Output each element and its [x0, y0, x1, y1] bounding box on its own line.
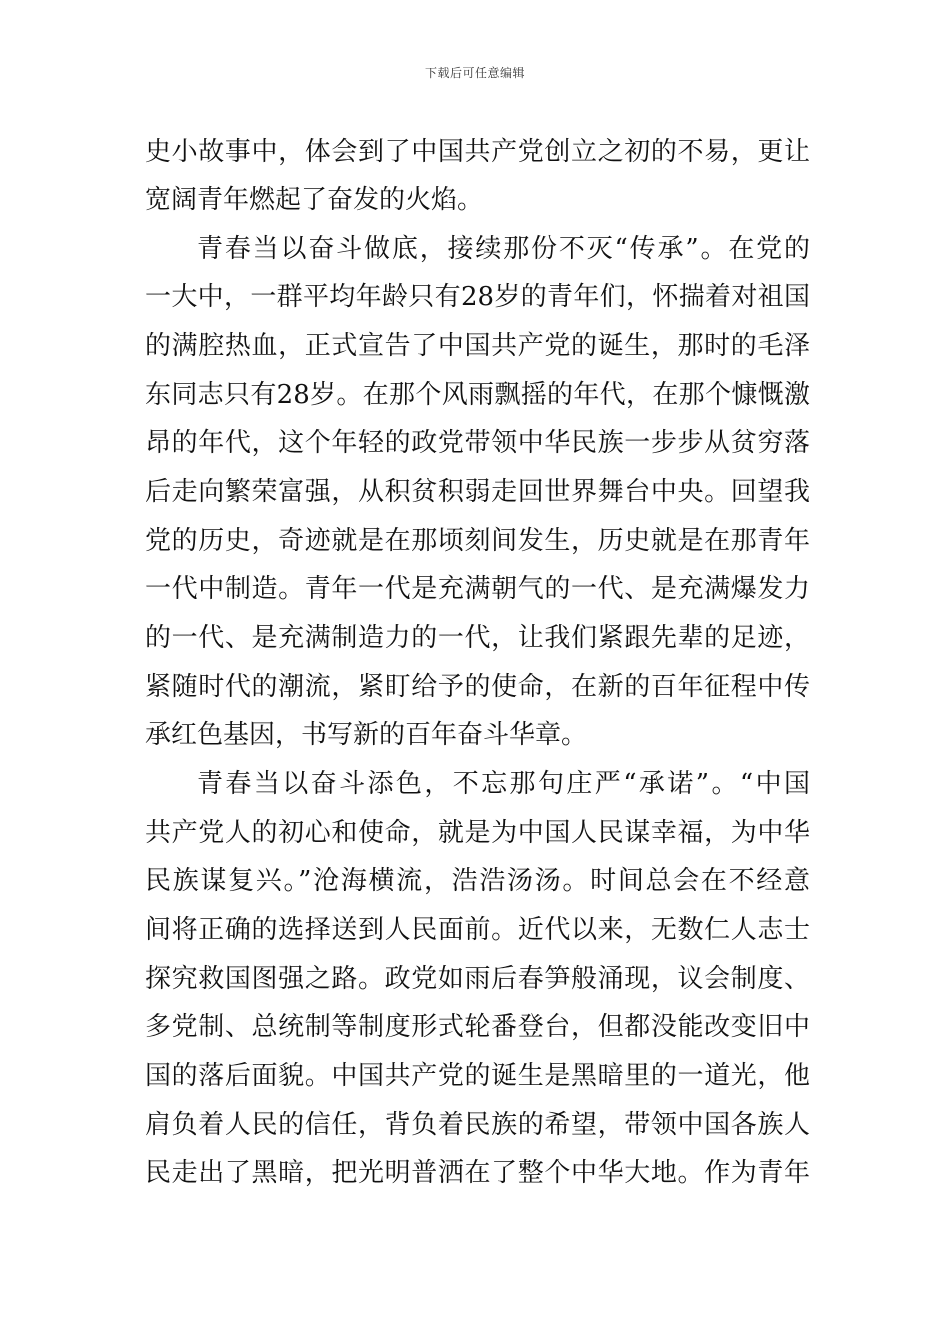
- paragraph-first-line: 青春当以奋斗添色，不忘那句庄严“承诺”。“中国: [197, 769, 810, 799]
- text-line: 东同志只有28岁。在那个风雨飘摇的年代，在那个慷慨激: [145, 380, 810, 410]
- text-line: 肩负着人民的信任，背负着民族的希望，带领中国各族人: [145, 1110, 810, 1140]
- text-line: 民族谋复兴。”沧海横流，浩浩汤汤。时间总会在不经意: [145, 866, 810, 896]
- text-line: 多党制、总统制等制度形式轮番登台，但都没能改变旧中: [145, 1012, 810, 1042]
- text-line: 史小故事中，体会到了中国共产党创立之初的不易，更让: [145, 137, 810, 167]
- text-line: 的满腔热血，正式宣告了中国共产党的诞生，那时的毛泽: [145, 331, 810, 361]
- text-line: 的一代、是充满制造力的一代，让我们紧跟先辈的足迹，: [145, 623, 810, 653]
- text-line: 国的落后面貌。中国共产党的诞生是黑暗里的一道光，他: [145, 1061, 810, 1091]
- text-line: 承红色基因，书写新的百年奋斗华章。: [145, 720, 588, 750]
- text-line: 昂的年代，这个年轻的政党带领中华民族一步步从贫穷落: [145, 428, 810, 458]
- text-line: 党的历史，奇迹就是在那顷刻间发生，历史就是在那青年: [145, 526, 810, 556]
- text-line: 紧随时代的潮流，紧盯给予的使命，在新的百年征程中传: [145, 672, 810, 702]
- text-line: 间将正确的选择送到人民面前。近代以来，无数仁人志士: [145, 915, 810, 945]
- paragraph-first-line: 青春当以奋斗做底，接续那份不灭“传承”。在党的: [197, 234, 810, 264]
- page-header: 下载后可任意编辑: [424, 66, 525, 80]
- text-line: 一代中制造。青年一代是充满朝气的一代、是充满爆发力: [145, 574, 810, 604]
- text-line: 宽阔青年燃起了奋发的火焰。: [145, 185, 484, 215]
- text-line: 共产党人的初心和使命，就是为中国人民谋幸福，为中华: [145, 818, 810, 848]
- text-line: 一大中，一群平均年龄只有28岁的青年们，怀揣着对祖国: [145, 282, 810, 312]
- text-line: 后走向繁荣富强，从积贫积弱走回世界舞台中央。回望我: [145, 477, 810, 507]
- text-line: 探究救国图强之路。政党如雨后春笋般涌现，议会制度、: [145, 964, 810, 994]
- text-line: 民走出了黑暗，把光明普洒在了整个中华大地。作为青年: [145, 1158, 810, 1188]
